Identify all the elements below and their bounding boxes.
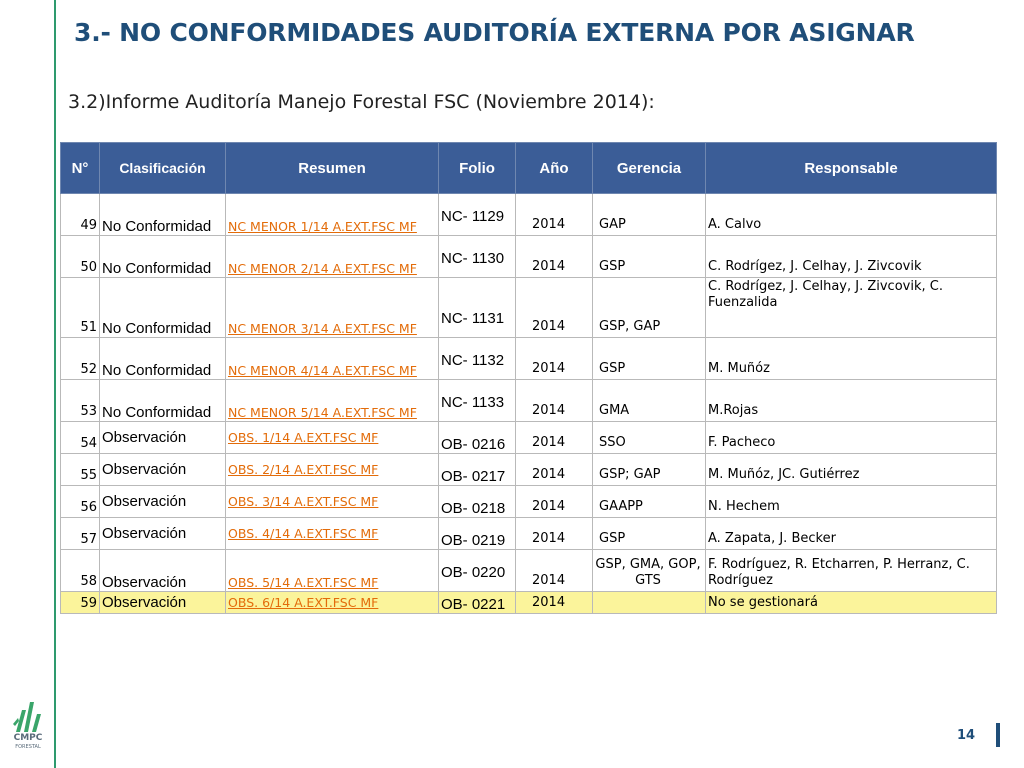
cell-num: 51 [61,278,100,338]
table-row [61,454,997,486]
resumen-link[interactable]: NC MENOR 5/14 A.EXT.FSC MF [228,405,417,420]
cell-clasificacion: No Conformidad [100,338,226,380]
cell-gerencia: SSO [593,422,706,454]
header-folio: Folio [439,143,516,194]
cell-anio: 2014 [516,278,593,338]
cell-folio: OB- 0221 [439,592,516,614]
cell-responsable: C. Rodrígez, J. Celhay, J. Zivcovik [706,236,997,278]
cell-num: 53 [61,380,100,422]
cell-resumen [226,592,439,614]
cell-responsable: A. Zapata, J. Becker [706,518,997,550]
resumen-link[interactable]: OBS. 6/14 A.EXT.FSC MF [228,594,379,610]
cell-anio: 2014 [516,486,593,518]
cell-clasificacion: Observación [100,550,226,592]
table-header-row [61,143,997,194]
cell-responsable: No se gestionará [706,592,997,614]
cell-responsable: N. Hechem [706,486,997,518]
cell-clasificacion: Observación [100,486,226,518]
vertical-divider-line [54,0,56,768]
cell-gerencia: GSP, GMA, GOP, GTS [593,550,706,592]
resumen-link[interactable]: OBS. 2/14 A.EXT.FSC MF [228,461,379,477]
cell-gerencia: GSP; GAP [593,454,706,486]
cell-gerencia: GMA [593,380,706,422]
table-row [61,486,997,518]
page-title: 3.- NO CONFORMIDADES AUDITORÍA EXTERNA POR ASIGNAR [74,18,915,47]
cell-responsable: M.Rojas [706,380,997,422]
nonconformities-table [60,142,997,614]
cell-resumen [226,518,439,550]
cell-resumen [226,338,439,380]
cell-clasificacion: No Conformidad [100,236,226,278]
cell-gerencia: GSP [593,518,706,550]
cell-gerencia: GSP, GAP [593,278,706,338]
cmpc-forestal-logo [8,694,46,758]
header-anio: Año [516,143,593,194]
cell-gerencia: GSP [593,338,706,380]
cell-anio: 2014 [516,518,593,550]
resumen-link[interactable]: OBS. 3/14 A.EXT.FSC MF [228,493,379,509]
table-row [61,592,997,614]
cell-num: 58 [61,550,100,592]
table-row [61,236,997,278]
cell-anio: 2014 [516,454,593,486]
resumen-link[interactable]: OBS. 4/14 A.EXT.FSC MF [228,525,379,541]
cell-num: 55 [61,454,100,486]
cell-gerencia: GAP [593,194,706,236]
cell-num: 50 [61,236,100,278]
cell-responsable: A. Calvo [706,194,997,236]
cell-clasificacion: Observación [100,422,226,454]
tree-logo-icon [8,694,46,734]
cell-anio: 2014 [516,338,593,380]
cell-anio: 2014 [516,236,593,278]
cell-responsable: F. Rodríguez, R. Etcharren, P. Herranz, C. Rodríguez [706,550,997,592]
cell-folio: NC- 1129 [439,194,516,236]
cell-resumen [226,486,439,518]
header-clasificacion: Clasificación [100,143,226,194]
table-body [61,194,997,614]
cell-folio: NC- 1133 [439,380,516,422]
cell-num: 49 [61,194,100,236]
cell-resumen [226,422,439,454]
header-responsable: Responsable [706,143,997,194]
cell-gerencia: GSP [593,236,706,278]
cell-clasificacion: Observación [100,592,226,614]
resumen-link[interactable]: OBS. 1/14 A.EXT.FSC MF [228,429,379,445]
table-row [61,380,997,422]
cell-resumen [226,194,439,236]
table-row [61,278,997,338]
header-num: N° [61,143,100,194]
table-row [61,338,997,380]
table-row [61,550,997,592]
cell-folio: NC- 1130 [439,236,516,278]
cell-clasificacion: Observación [100,518,226,550]
cell-num: 56 [61,486,100,518]
cell-responsable: M. Muñóz [706,338,997,380]
cell-num: 52 [61,338,100,380]
resumen-link[interactable]: NC MENOR 1/14 A.EXT.FSC MF [228,219,417,234]
cell-clasificacion: No Conformidad [100,278,226,338]
cell-responsable: F. Pacheco [706,422,997,454]
header-resumen: Resumen [226,143,439,194]
resumen-link[interactable]: NC MENOR 4/14 A.EXT.FSC MF [228,363,417,378]
cell-gerencia: GAAPP [593,486,706,518]
cell-clasificacion: No Conformidad [100,380,226,422]
cell-folio: OB- 0218 [439,486,516,518]
cell-gerencia [593,592,706,614]
cell-folio: NC- 1132 [439,338,516,380]
page-subtitle: 3.2)Informe Auditoría Manejo Forestal FSC (Noviembre 2014): [68,91,655,113]
cell-folio: NC- 1131 [439,278,516,338]
cell-resumen [226,380,439,422]
logo-subtext: FORESTAL [15,744,41,750]
cell-resumen [226,550,439,592]
page-number-bar [996,723,1000,747]
cell-folio: OB- 0217 [439,454,516,486]
cell-anio: 2014 [516,194,593,236]
page-number: 14 [957,728,976,743]
cell-anio: 2014 [516,550,593,592]
cell-num: 54 [61,422,100,454]
cell-clasificacion: Observación [100,454,226,486]
table-row [61,518,997,550]
cell-resumen [226,454,439,486]
logo-name: CMPC [13,733,43,743]
table-row [61,422,997,454]
cell-num: 57 [61,518,100,550]
cell-folio: OB- 0216 [439,422,516,454]
cell-responsable: C. Rodrígez, J. Celhay, J. Zivcovik, C. Fuenzalida [706,278,997,338]
resumen-link[interactable]: NC MENOR 3/14 A.EXT.FSC MF [228,321,417,336]
cell-anio: 2014 [516,422,593,454]
resumen-link[interactable]: NC MENOR 2/14 A.EXT.FSC MF [228,261,417,276]
cell-resumen [226,236,439,278]
cell-clasificacion: No Conformidad [100,194,226,236]
cell-num: 59 [61,592,100,614]
table-row [61,194,997,236]
resumen-link[interactable]: OBS. 5/14 A.EXT.FSC MF [228,575,379,590]
cell-responsable: M. Muñóz, JC. Gutiérrez [706,454,997,486]
cell-anio: 2014 [516,592,593,614]
header-gerencia: Gerencia [593,143,706,194]
cell-anio: 2014 [516,380,593,422]
cell-folio: OB- 0220 [439,550,516,592]
cell-folio: OB- 0219 [439,518,516,550]
cell-resumen [226,278,439,338]
